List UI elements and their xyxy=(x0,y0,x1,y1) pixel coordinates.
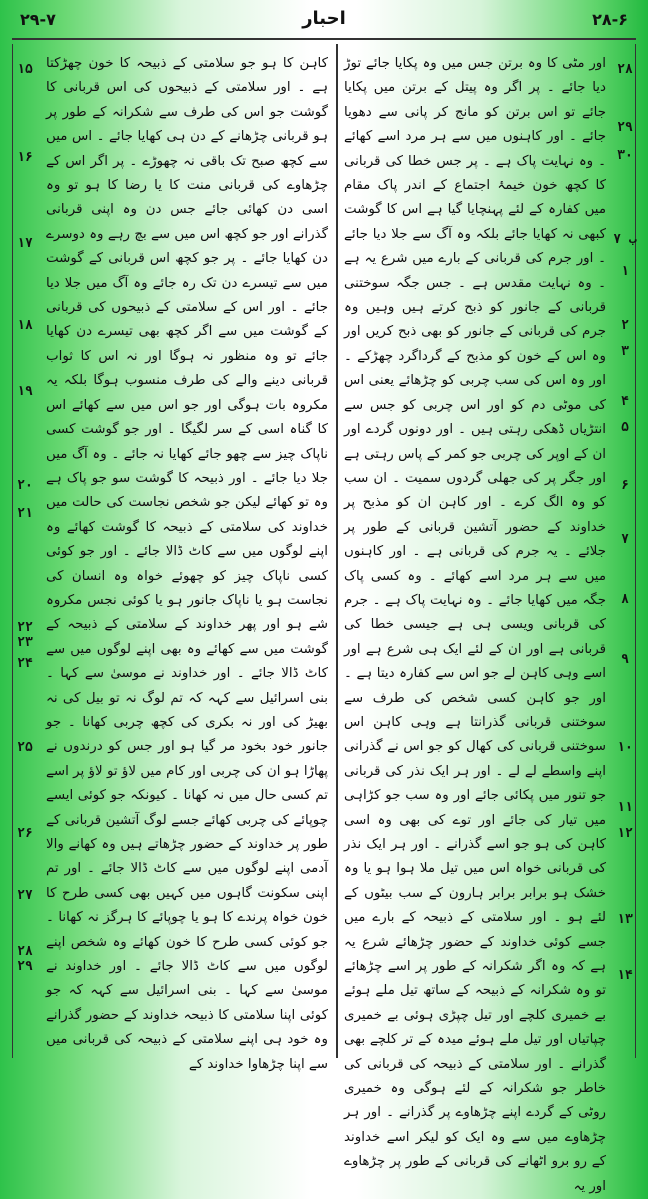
verse-number: ۴ xyxy=(621,394,629,409)
verse-number: ۱۵ xyxy=(17,62,33,77)
verse-number: ۱ xyxy=(621,264,629,279)
verse-number: ۷ xyxy=(621,532,629,547)
verse-number: ۳۰ xyxy=(617,148,633,163)
verse-number: ۱۳ xyxy=(617,912,633,927)
verse-number: ۲۸ ۲۹ xyxy=(17,944,33,974)
verse-number: ۶ xyxy=(621,478,629,493)
verse-number: ۱۴ xyxy=(617,968,633,983)
verse-number: ۱۹ xyxy=(17,384,33,399)
verse-number: ب ۷ xyxy=(613,232,637,247)
verse-number: ۱۰ xyxy=(617,740,633,755)
book-title: احبار xyxy=(302,8,346,29)
verse-number: ۸ xyxy=(621,592,629,607)
left-chapter-verse-ref: ۲۹-۷ xyxy=(20,10,56,29)
verse-number: ۱۲ xyxy=(617,826,633,841)
verse-number: ۲۷ xyxy=(17,888,33,903)
right-chapter-verse-ref: ۲۸-۶ xyxy=(592,10,628,29)
right-text-column xyxy=(344,52,606,1194)
verse-number: ۳ xyxy=(621,344,629,359)
verse-number: ۲۶ xyxy=(17,826,33,841)
left-column-text: کاہن کا ہو جو سلامتی کے ذبیحہ کا خون چھڑکتا ہے ۔ اور سلامتی کے ذبیحوں کی اس قربانی کا گوشت جو اس کی طرف سے شکرانہ کے طور پر ہو قربانی چڑھانے کے دن ہی کھایا جائے ۔ اس میں سے کچھ صبح تک باقی نہ چھوڑے ۔ پر اگر اس کے چڑھاوے کی قربانی منت کا یا رضا کا ہو تو وہ اسی دن کھائی جائے جس دن وہ اپنی قربانی گذرانے اور جو کچھ اس میں سے بچ رہے وہ دوسرے دن کھایا جائے ۔ پر جو کچھ اس قربانی کے گوشت میں سے تیسرے دن تک رہ جائے وہ آگ میں جلا دیا جائے ۔ اور اس کے سلامتی کے ذبیحوں کی قربانی کے گوشت میں سے اگر کچھ بھی تیسرے دن کھایا جائے تو وہ منظور نہ ہوگا اور نہ اس کا ثواب قربانی دینے والے کی طرف منسوب ہوگا بلکہ یہ مکروہ بات ہوگی اور جو اس میں سے کھائے اس کا گناہ اسی کے سر لگیگا ۔ اور جو گوشت کسی ناپاک چیز سے چھو جائے کھایا نہ جائے ۔ وہ آگ میں جلا دیا جائے ۔ اور ذبیحہ کا گوشت سو جو پاک ہے وہ تو کھائے لیکن جو شخص نجاست کی حالت میں خداوند کی سلامتی کے ذبیحہ کا گوشت کھائے وہ اپنے لوگوں میں سے کاٹ ڈالا جائے ۔ اور جو کوئی کسی ناپاک چیز کو چھوئے خواہ وہ انسان کی نجاست ہو یا ناپاک جانور ہو یا کوئی نجس مکروہ شے ہو اور پھر خداوند کے سلامتی کے ذبیحہ کے گوشت میں سے کھائے وہ بھی اپنے لوگوں میں سے کاٹ ڈالا جائے ۔ اور خداوند نے موسیٰ سے کہا ۔ بنی اسرائیل سے کہہ کہ تم لوگ نہ تو بیل کی نہ بھیڑ کی اور نہ بکری کی کچھ چربی کھانا ۔ جو جانور خود بخود مر گیا ہو اور جس کو درندوں نے پھاڑا ہو ان کی چربی اور کام میں لاؤ تو لاؤ پر اسے تم کسی حال میں نہ کھانا ۔ کیونکہ جو کوئی ایسے چوپائے کی چربی کھائے جسے لوگ آتشین قربانی کے طور پر خداوند کے حضور چڑھاتے ہیں وہ کھانے والا آدمی اپنے لوگوں میں سے کاٹ ڈالا جائے ۔ اور تم اپنی سکونت گاہوں میں کہیں بھی کسی طرح کا خون خواہ پرندے کا ہو یا چوپائے کا ہرگز نہ کھانا ۔ جو کوئی کسی طرح کا خون کھائے وہ شخص اپنے لوگوں میں سے کاٹ ڈالا جائے ۔ اور خداوند نے موسیٰ سے کہا ۔ بنی اسرائیل سے کہہ کہ جو کوئی اپنا سلامتی کا ذبیحہ خداوند کے حضور گذرانے وہ خود ہی اپنے سلامتی کے ذبیحہ کی قربانی میں سے اپنا چڑھاوا خداوند کے xyxy=(46,56,328,1072)
verse-number: ۲۲ ۲۳ xyxy=(17,620,33,650)
right-column-text: اور مٹی کا وہ برتن جس میں وہ پکایا جائے توڑ دیا جائے ۔ پر اگر وہ پیتل کے برتن میں پکایا جائے تو اس برتن کو مانج کر پانی سے دھویا جائے ۔ اور کاہنوں میں سے ہر مرد اسے کھائے ۔ وہ نہایت پاک ہے ۔ پر جس خطا کی قربانی کا کچھ خون خیمۂ اجتماع کے اندر پاک مقام میں کفارہ کے لئے پہنچایا گیا ہے اس کا گوشت کبھی نہ کھایا جائے بلکہ وہ آگ سے جلا دیا جائے ۔ اور جرم کی قربانی کے بارے میں شرع یہ ہے ۔ وہ نہایت مقدس ہے ۔ جس جگہ سوختنی قربانی کے جانور کو ذبح کرتے ہیں وہیں وہ جرم کی قربانی کے جانور کو بھی ذبح کریں اور وہ اس کے خون کو مذبح کے گرداگرد چھڑکے ۔ اور وہ اس کی سب چربی کو چڑھائے یعنی اس کی موٹی دم کو اور اس چربی کو جس سے انتڑیاں ڈھکی رہتی ہیں ۔ اور دونوں گردے اور ان کے اوپر کی چربی جو کمر کے پاس رہتی ہے اور جگر پر کی جھلی گردوں سمیت ۔ ان سب کو وہ الگ کرے ۔ اور کاہن ان کو مذبح پر خداوند کے حضور آتشین قربانی کے طور پر جلائے ۔ یہ جرم کی قربانی ہے ۔ اور کاہنوں میں سے ہر مرد اسے کھائے ۔ وہ کسی پاک جگہ میں کھایا جائے ۔ وہ نہایت پاک ہے ۔ جرم کی قربانی ویسی ہی ہے جیسی خطا کی قربانی ہے اور ان کے لئے ایک ہی شرع ہے اور اسے وہی کاہن لے جو اس سے کفارہ دیتا ہے ۔ اور جو کاہن کسی شخص کی طرف سے سوختنی قربانی گذرانتا ہے وہی کاہن اس سوختنی قربانی کی کھال کو جو اس نے گذرانی اپنے واسطے لے لے ۔ اور ہر ایک نذر کی قربانی جو تنور میں پکائی جائے اور وہ سب جو کڑاہی میں تیار کی جائے اور توے کی بھی وہ اسی کاہن کی ہو جو اسے گذرانے ۔ اور ہر ایک نذر کی قربانی خواہ اس میں تیل ملا ہوا ہو یا وہ خشک ہو برابر برابر ہارون کے سب بیٹوں کے لئے ہو ۔ اور سلامتی کے ذبیحہ کے بارے میں جسے کوئی خداوند کے حضور چڑھائے شرع یہ ہے کہ وہ اگر شکرانہ کے طور پر اسے چڑھائے تو وہ شکرانہ کے ذبیحہ کے ساتھ تیل ملے ہوئے بے خمیری کلچے اور تیل چپڑی ہوئی بے خمیری چپاتیاں اور تیل ملے ہوئے میدہ کے تر کلچے بھی گذرانے ۔ اور سلامتی کے ذبیحہ کی قربانی کی خاطر جو شکرانہ کے لئے ہوگی وہ خمیری روٹی کے گردے اپنے چڑھاوے پر گذرانے ۔ اور ہر چڑھاوے میں سے وہ ایک کو لیکر اسے خداوند کے رو برو اٹھانے کی قربانی کے طور پر چڑھاوے اور یہ xyxy=(344,56,606,1194)
verse-number: ۱۶ xyxy=(17,150,33,165)
verse-number: ۲۱ xyxy=(17,506,33,521)
verse-number: ۱۷ xyxy=(17,236,33,251)
verse-number: ۲۰ xyxy=(17,478,33,493)
verse-number: ۹ xyxy=(621,652,629,667)
verse-number: ۵ xyxy=(621,420,629,435)
verse-number: ۲۹ xyxy=(617,120,633,135)
verse-number: ۲۵ xyxy=(17,740,33,755)
page-header xyxy=(12,4,636,40)
verse-number: ۲۸ xyxy=(617,62,633,77)
verse-number: ۲ xyxy=(621,318,629,333)
verse-number: ۱۱ xyxy=(617,800,633,815)
column-divider xyxy=(336,44,338,1058)
verse-number: ۱۸ xyxy=(17,318,33,333)
left-text-column xyxy=(46,52,328,1072)
verse-number: ۲۴ xyxy=(17,656,33,671)
